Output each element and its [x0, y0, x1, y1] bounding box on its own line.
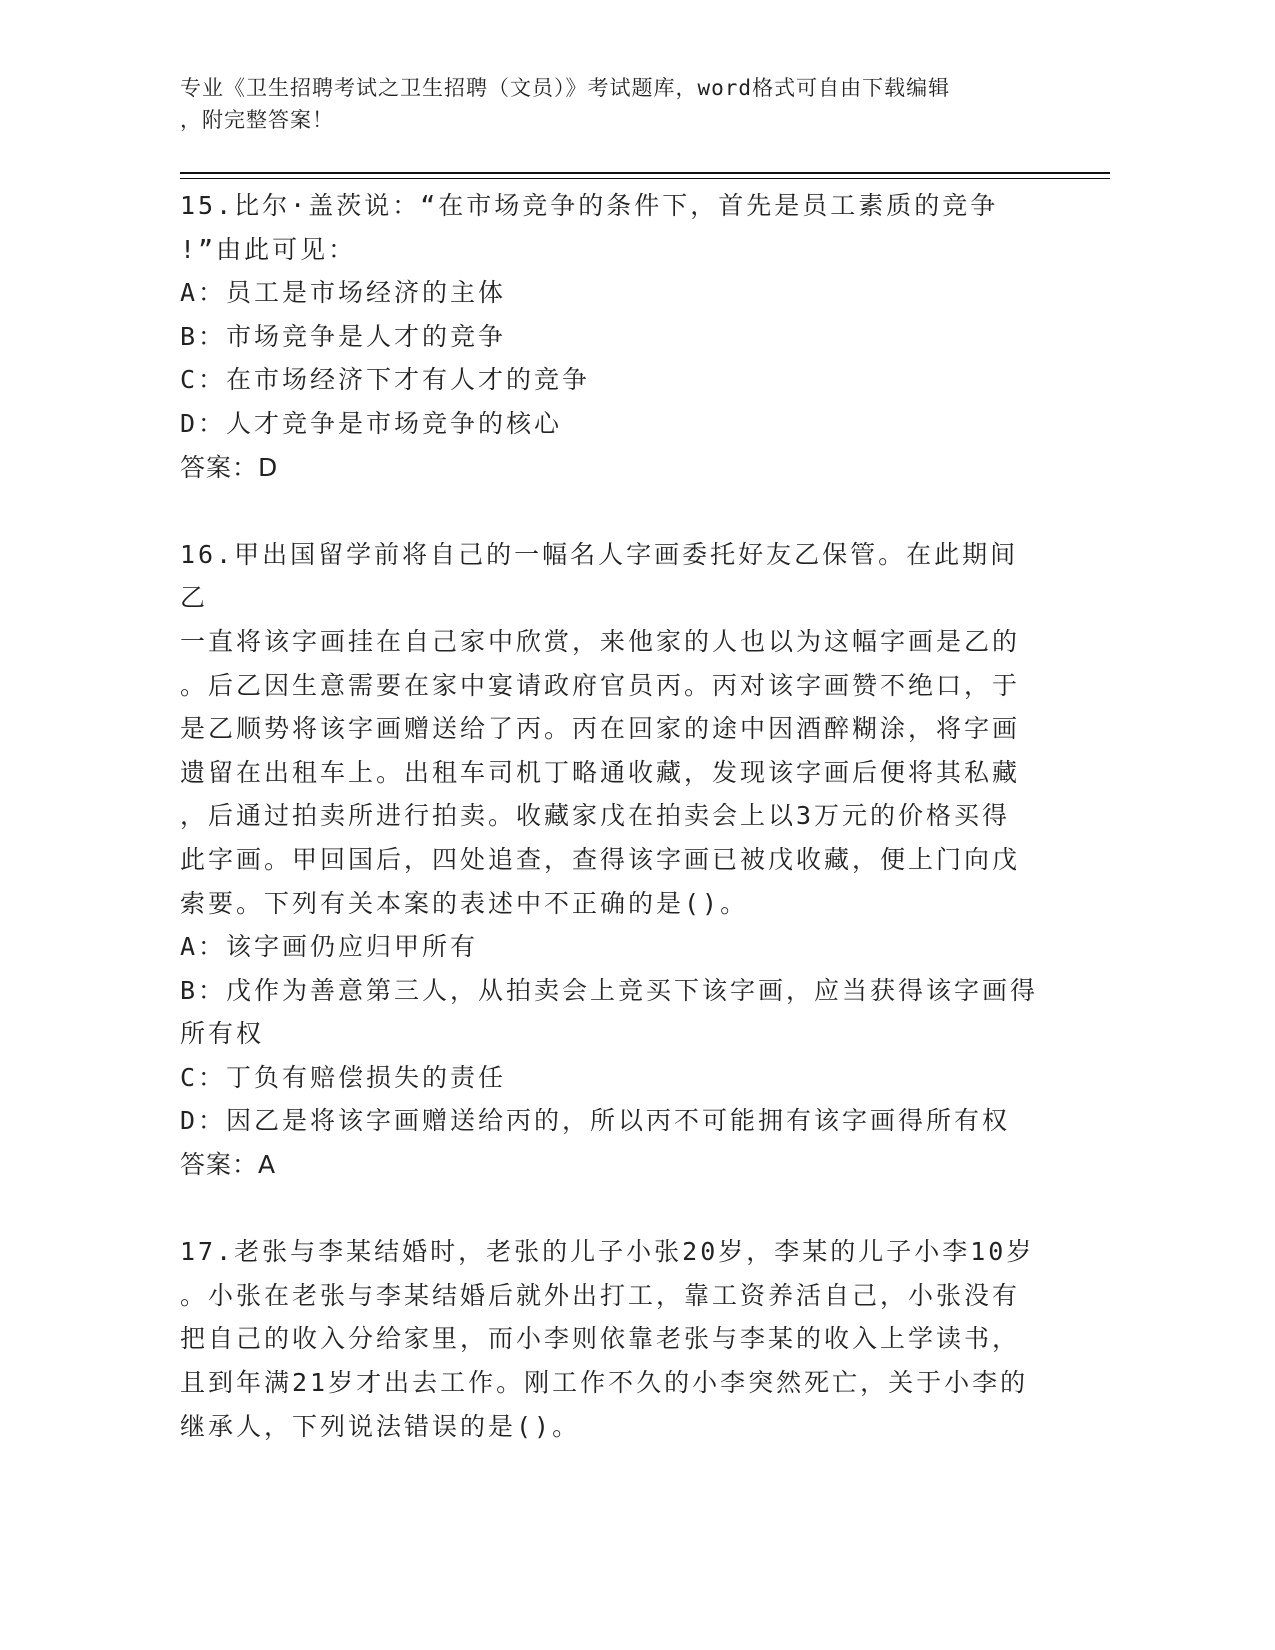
spacer: [180, 489, 1040, 533]
option-b-continued: 所有权: [180, 1019, 265, 1049]
question-text-line: 遗留在出租车上。出租车司机丁略通收藏，发现该字画后便将其私藏: [180, 757, 1021, 787]
option-a: A：该字画仍应归甲所有: [180, 932, 479, 962]
question-text-line: 。后乙因生意需要在家中宴请政府官员丙。丙对该字画赞不绝口，于: [180, 670, 1021, 700]
question-text-line: 把自己的收入分给家里，而小李则依靠老张与李某的收入上学读书，: [180, 1324, 1021, 1354]
option-b: B：戊作为善意第三人，从拍卖会上竞买下该字画，应当获得该字画得: [180, 975, 1039, 1005]
option-a: A：员工是市场经济的主体: [180, 278, 507, 308]
option-b: B：市场竞争是人才的竞争: [180, 321, 507, 351]
question-list: [180, 184, 1040, 1448]
header-line-1: 专业《卫生招聘考试之卫生招聘（文员）》考试题库，word格式可自由下载编辑: [180, 76, 951, 100]
question-text-line: 。小张在老张与李某结婚后就外出打工，靠工资养活自己，小张没有: [180, 1280, 1021, 1310]
header-divider-thin: [180, 178, 1110, 179]
answer-label: 答案：D: [180, 452, 279, 482]
question-text-line: 17.老张与李某结婚时，老张的儿子小张20岁，李某的儿子小李10岁: [180, 1237, 1035, 1267]
document-header: [180, 72, 1060, 136]
question-text-line: 此字画。甲回国后，四处追查，查得该字画已被戊收藏，便上门向戊: [180, 844, 1021, 874]
header-line-2: ，附完整答案！: [180, 108, 334, 132]
question-text-line: 索要。下列有关本案的表述中不正确的是()。: [180, 888, 749, 918]
question-15: [180, 184, 1040, 489]
question-text-line: 继承人，下列说法错误的是()。: [180, 1411, 581, 1441]
question-text-line: ，后通过拍卖所进行拍卖。收藏家戊在拍卖会上以3万元的价格买得: [180, 801, 1011, 831]
spacer: [180, 1187, 1040, 1231]
question-text-line: 是乙顺势将该字画赠送给了丙。丙在回家的途中因酒醉糊涂，将字画: [180, 714, 1021, 744]
question-text-line: !”由此可见：: [180, 234, 357, 264]
option-d: D：人才竞争是市场竞争的核心: [180, 408, 563, 438]
option-d: D：因乙是将该字画赠送给丙的，所以丙不可能拥有该字画得所有权: [180, 1106, 1011, 1136]
option-c: C：在市场经济下才有人才的竞争: [180, 365, 591, 395]
question-16: [180, 533, 1040, 1187]
question-17: [180, 1230, 1040, 1448]
option-c: C：丁负有赔偿损失的责任: [180, 1062, 507, 1092]
question-text-line: 一直将该字画挂在自己家中欣赏，来他家的人也以为这幅字画是乙的: [180, 626, 1021, 656]
question-text-line: 15.比尔·盖茨说：“在市场竞争的条件下，首先是员工素质的竞争: [180, 191, 999, 220]
question-text-line: 16.甲出国留学前将自己的一幅名人字画委托好友乙保管。在此期间乙: [180, 539, 1019, 613]
question-text-line: 且到年满21岁才出去工作。刚工作不久的小李突然死亡，关于小李的: [180, 1368, 1029, 1398]
header-divider-thick: [180, 172, 1110, 174]
answer-label: 答案：A: [180, 1150, 277, 1180]
